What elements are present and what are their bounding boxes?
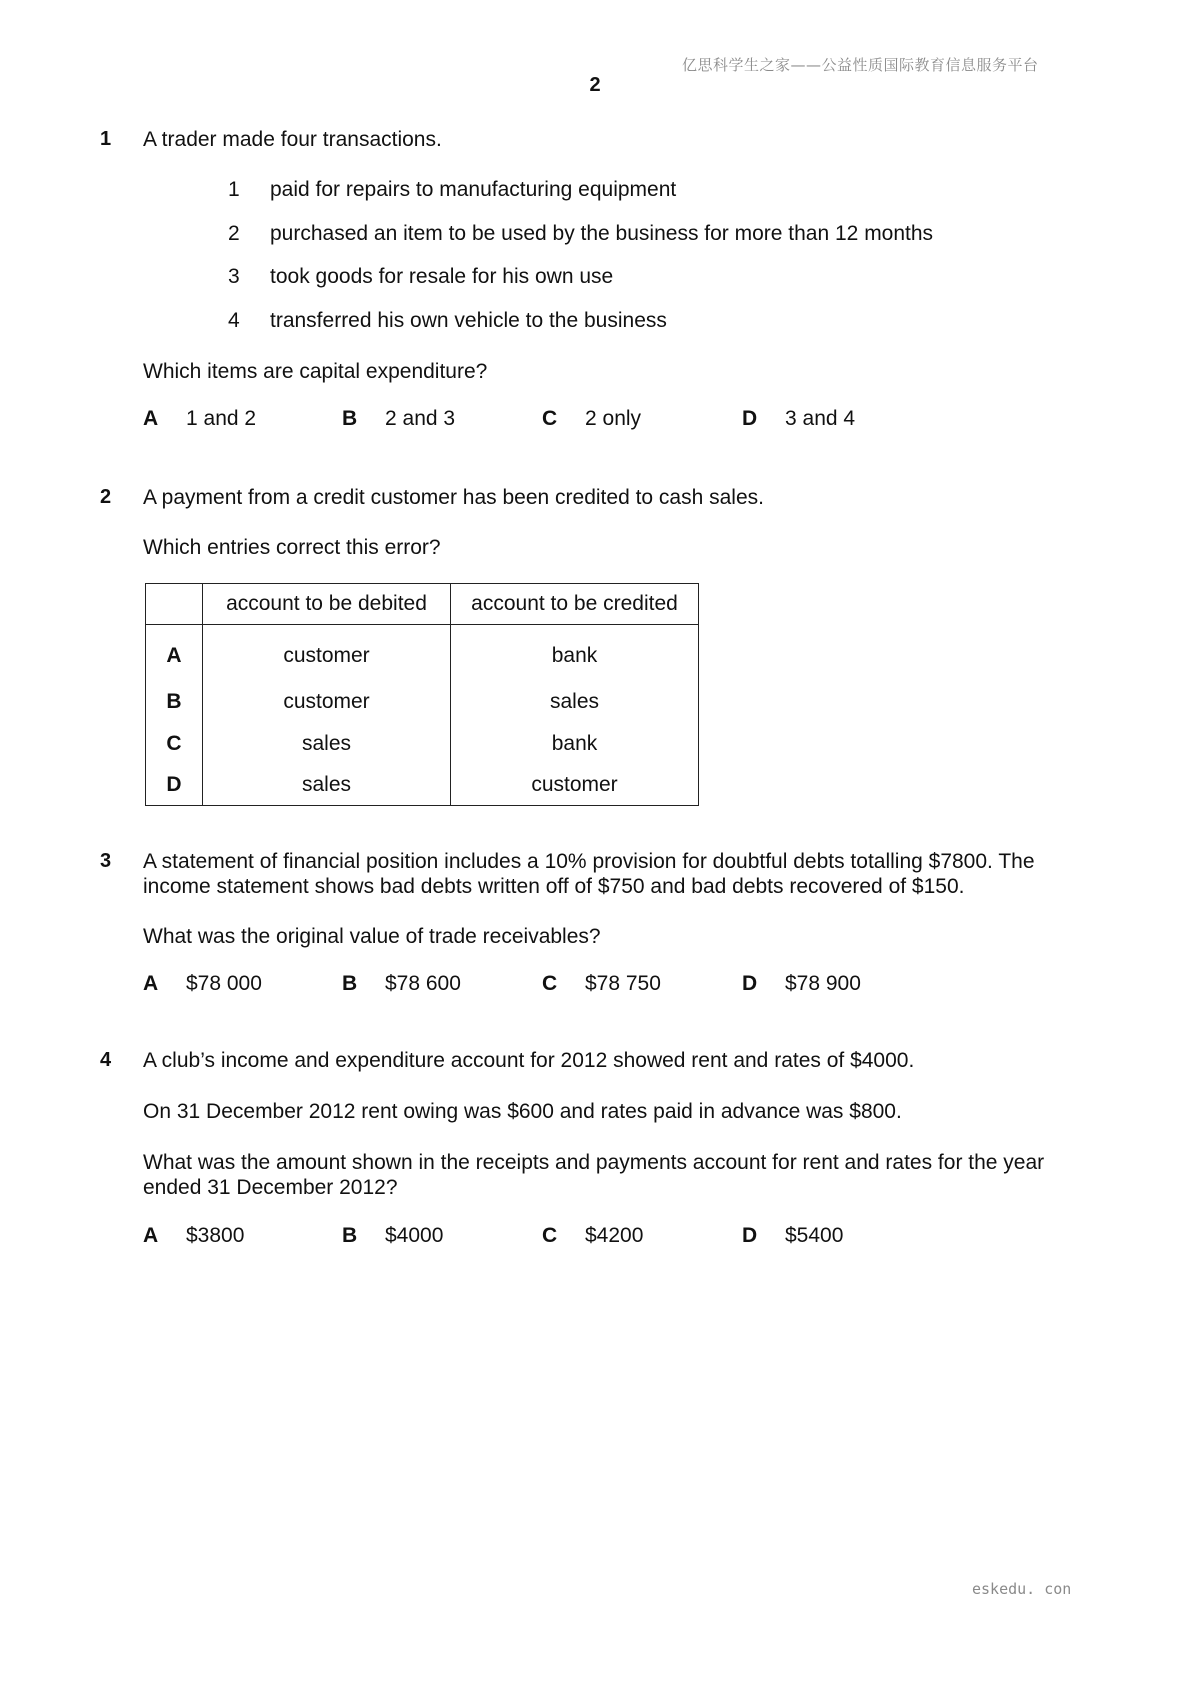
question-stem: A club’s income and expenditure account for 2012 showed rent and rates of $4000. bbox=[143, 1049, 915, 1072]
table-header bbox=[146, 584, 203, 625]
table-row bbox=[146, 681, 699, 723]
question-prompt: Which items are capital expenditure? bbox=[143, 360, 488, 383]
option-letter: A bbox=[143, 407, 159, 430]
header-watermark: 亿思科学生之家——公益性质国际教育信息服务平台 bbox=[682, 56, 1039, 74]
list-item-text: paid for repairs to manufacturing equipment bbox=[270, 178, 677, 201]
table-cell: sales bbox=[203, 723, 451, 765]
answer-table bbox=[145, 583, 699, 806]
question-number: 3 bbox=[100, 850, 112, 872]
option-letter: B bbox=[342, 1224, 358, 1247]
question-number: 4 bbox=[100, 1049, 112, 1071]
table-header-row bbox=[146, 584, 699, 625]
option-value: $78 750 bbox=[585, 972, 661, 995]
option-letter: B bbox=[342, 407, 358, 430]
option-letter: D bbox=[742, 407, 758, 430]
table-cell-letter: B bbox=[146, 681, 203, 723]
option-letter: C bbox=[542, 1224, 558, 1247]
option-value: 2 and 3 bbox=[385, 407, 456, 430]
question-prompt: ended 31 December 2012? bbox=[143, 1176, 398, 1199]
option-letter: A bbox=[143, 972, 159, 995]
question-prompt: Which entries correct this error? bbox=[143, 536, 441, 559]
option-letter: C bbox=[542, 407, 558, 430]
question-stem: A payment from a credit customer has been credited to cash sales. bbox=[143, 486, 764, 509]
question-stem: A trader made four transactions. bbox=[143, 128, 442, 151]
option-value: $5400 bbox=[785, 1224, 844, 1247]
page-number: 2 bbox=[589, 74, 601, 96]
question-info: On 31 December 2012 rent owing was $600 and rates paid in advance was $800. bbox=[143, 1100, 902, 1123]
table-cell: bank bbox=[451, 625, 699, 682]
list-item-text: took goods for resale for his own use bbox=[270, 265, 614, 288]
option-value: $4200 bbox=[585, 1224, 644, 1247]
question-number: 2 bbox=[100, 486, 112, 508]
list-item-number: 2 bbox=[228, 222, 240, 245]
option-value: $78 900 bbox=[785, 972, 861, 995]
table-cell-letter: C bbox=[146, 723, 203, 765]
footer-watermark: eskedu. con bbox=[972, 1580, 1072, 1598]
option-value: 2 only bbox=[585, 407, 642, 430]
list-item-number: 4 bbox=[228, 309, 240, 332]
table-cell: customer bbox=[203, 625, 451, 682]
table-cell: sales bbox=[203, 765, 451, 806]
option-value: $78 600 bbox=[385, 972, 461, 995]
table-cell: sales bbox=[451, 681, 699, 723]
option-value: 3 and 4 bbox=[785, 407, 856, 430]
list-item-number: 3 bbox=[228, 265, 240, 288]
table-cell: bank bbox=[451, 723, 699, 765]
question-number: 1 bbox=[100, 128, 112, 150]
option-value: 1 and 2 bbox=[186, 407, 257, 430]
option-letter: B bbox=[342, 972, 358, 995]
question-stem: A statement of financial position includes a 10% provision for doubtful debts totalling $7800. The bbox=[143, 850, 1035, 873]
option-value: $78 000 bbox=[186, 972, 262, 995]
question-stem: income statement shows bad debts written off of $750 and bad debts recovered of $150. bbox=[143, 875, 965, 898]
list-item-text: purchased an item to be used by the business for more than 12 months bbox=[270, 222, 934, 245]
table-cell: customer bbox=[451, 765, 699, 806]
list-item-number: 1 bbox=[228, 178, 240, 201]
list-item-text: transferred his own vehicle to the business bbox=[270, 309, 667, 332]
option-value: $4000 bbox=[385, 1224, 444, 1247]
question-prompt: What was the amount shown in the receipts and payments account for rent and rates for the year bbox=[143, 1151, 1045, 1174]
question-prompt: What was the original value of trade receivables? bbox=[143, 925, 601, 948]
table-row bbox=[146, 723, 699, 765]
table-cell-letter: A bbox=[146, 625, 203, 682]
option-letter: D bbox=[742, 972, 758, 995]
option-letter: A bbox=[143, 1224, 159, 1247]
option-letter: C bbox=[542, 972, 558, 995]
table-header: account to be credited bbox=[451, 584, 699, 625]
table-row bbox=[146, 625, 699, 682]
table-cell: customer bbox=[203, 681, 451, 723]
table-cell-letter: D bbox=[146, 765, 203, 806]
option-letter: D bbox=[742, 1224, 758, 1247]
option-value: $3800 bbox=[186, 1224, 245, 1247]
table-header: account to be debited bbox=[203, 584, 451, 625]
table-row bbox=[146, 765, 699, 806]
